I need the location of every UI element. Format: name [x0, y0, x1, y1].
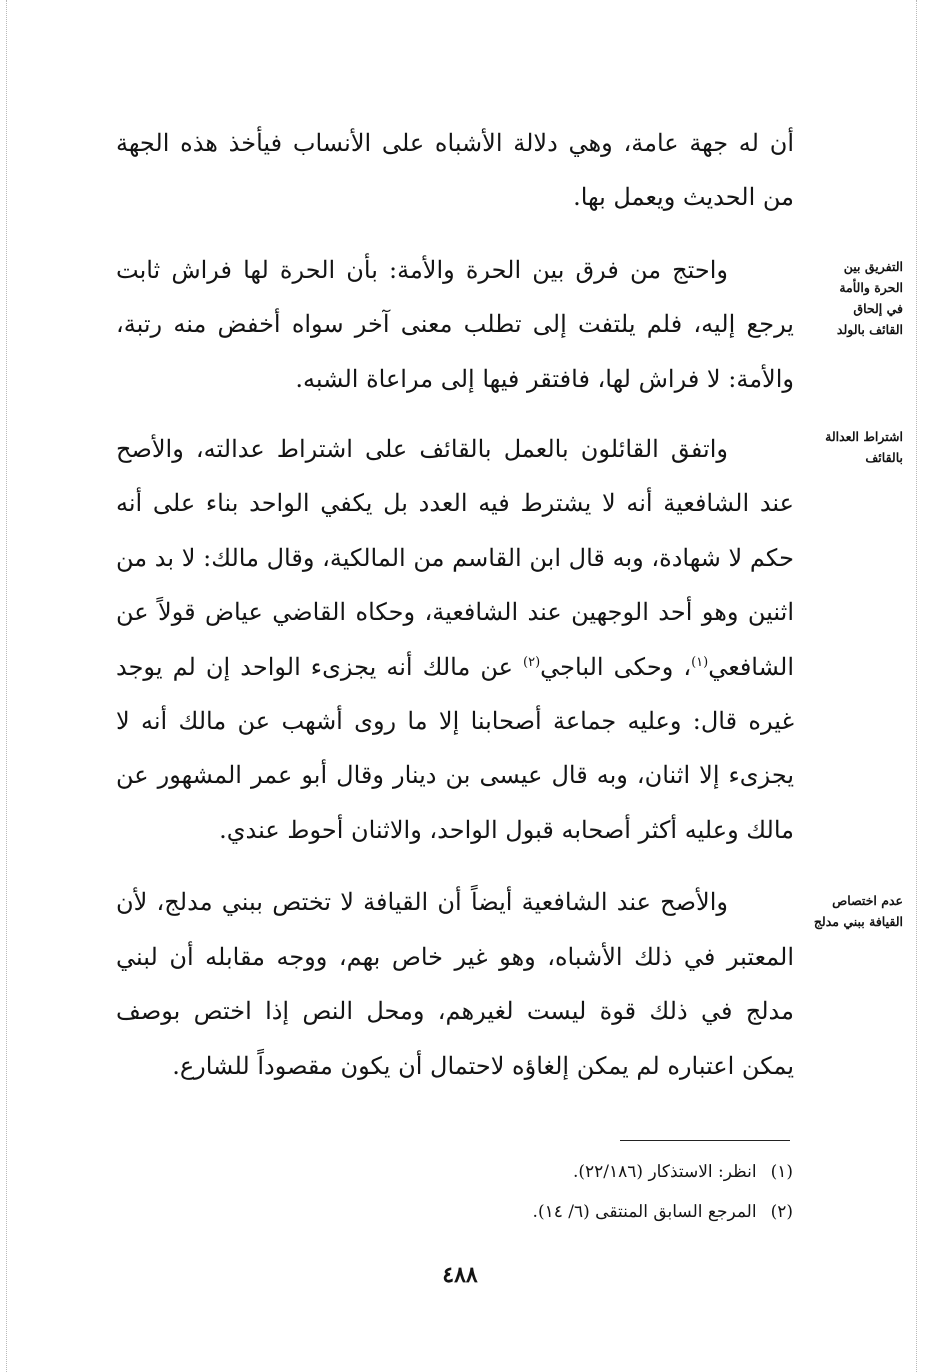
paragraph-2-text: واحتج من فرق بين الحرة والأمة: بأن الحرة لها فراش ثابت يرجع إليه، فلم يلتفت إلى تطلب معنى آخر سواه أخفض منه رتبة، والأمة: لا فراش لها، فافتقر فيها إلى مراعاة الشبه.	[116, 255, 794, 393]
paragraph-2	[116, 243, 794, 406]
paragraph-4-text: والأصح عند الشافعية أيضاً أن القيافة لا تختص ببني مدلج، لأن المعتبر في ذلك الأشباه، وهو غير خاص بهم، ووجه مقابله أن لبني مدلج في ذلك قوة ليست لغيرهم، ومحل النص إذا اختص بوصف يمكن اعتباره لم يمكن إلغاؤه لاحتمال أن يكون مقصوداً للشارع.	[116, 888, 794, 1080]
margin-note-line: بالقائف	[865, 450, 903, 465]
margin-note-line: اشتراط العدالة	[825, 429, 903, 444]
footnote-marker-2[interactable]: (٢)	[523, 654, 541, 670]
main-text	[116, 116, 794, 1093]
margin-note-line: القائف بالولد	[836, 322, 903, 337]
margin-note-justice-condition	[787, 426, 903, 468]
footnote-number: (١)	[770, 1162, 793, 1182]
footnote-marker-1[interactable]: (١)	[691, 654, 709, 670]
margin-note-line: الحرة والأمة	[839, 280, 903, 295]
page-number: ٤٨٨	[442, 1262, 478, 1288]
paragraph-4	[116, 875, 794, 1093]
paragraph-1: أن له جهة عامة، وهي دلالة الأشباه على الأنساب فيأخذ هذه الجهة من الحديث ويعمل بها.	[116, 129, 794, 212]
paragraph-3	[116, 422, 794, 857]
footnote-text: انظر: الاستذكار (٢٢/١٨٦).	[572, 1162, 757, 1182]
margin-note-line: القيافة ببني مدلج	[813, 914, 903, 929]
paragraph-3-text-b: ، وحكى الباجي	[540, 652, 692, 681]
scan-edge-right	[916, 0, 918, 1372]
margin-note-free-slave-distinction	[787, 256, 903, 340]
footnote-number: (٢)	[770, 1202, 793, 1222]
footnote-text: المرجع السابق المنتقى (٦/ ١٤).	[532, 1202, 757, 1222]
scan-edge-left	[6, 0, 8, 1372]
margin-note-line: عدم اختصاص	[832, 893, 903, 908]
margin-note-line: التفريق بين	[843, 259, 903, 274]
margin-note-bani-mudlij	[787, 890, 903, 932]
margin-note-line: في إلحاق	[853, 301, 903, 316]
footnote-1	[300, 1152, 793, 1192]
footnotes	[300, 1152, 793, 1232]
footnote-divider	[620, 1140, 790, 1141]
paragraph-3-text-c: عن مالك أنه يجزىء الواحد إن لم يوجد غيره قال: وعليه جماعة أصحابنا إلا ما روى أشهب عن مالك أنه لا يجزىء إلا اثنان، وبه قال عيسى بن دينار وقال أبو عمر المشهور عن مالك وعليه أكثر أصحابه قبول الواحد، والاثنان أحوط عندي.	[116, 652, 794, 844]
paragraph-3-text-a: واتفق القائلون بالعمل بالقائف على اشتراط عدالته، والأصح عند الشافعية أنه لا يشترط فيه العدد بل يكفي الواحد بناء على أنه حكم لا شهادة، وبه قال ابن القاسم من المالكية، وقال مالك: لا بد من اثنين وهو أحد الوجهين عند الشافعية، وحكاه القاضي عياض قولاً عن الشافعي	[116, 435, 794, 681]
footnote-2	[300, 1192, 793, 1232]
